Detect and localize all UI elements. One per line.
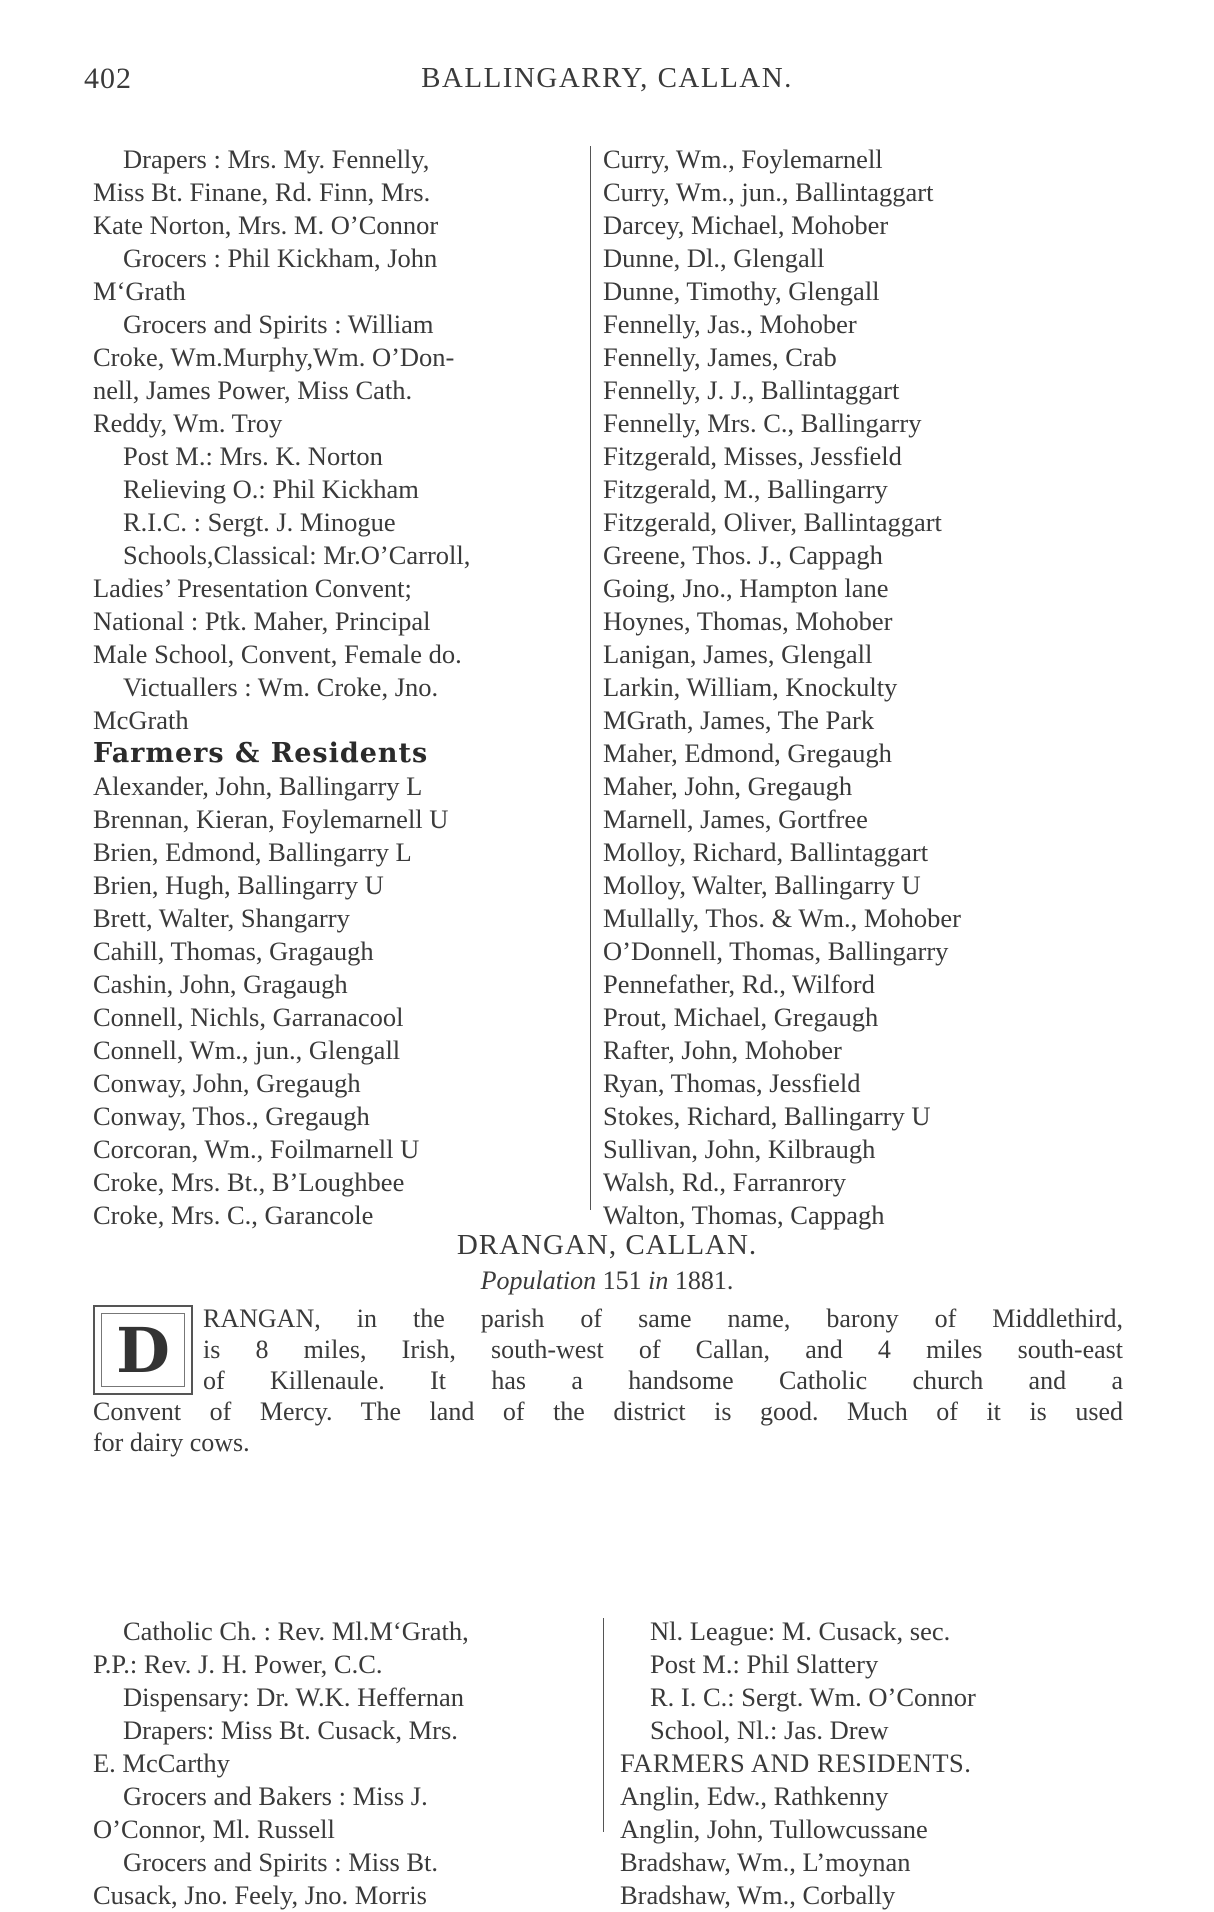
- directory-entry: Male School, Convent, Female do.: [93, 639, 462, 669]
- directory-entry: Miss Bt. Finane, Rd. Finn, Mrs.: [93, 177, 431, 207]
- ballingarry-right-column: [603, 143, 1123, 1232]
- farmer-entry: Dunne, Dl., Glengall: [603, 243, 825, 273]
- farmer-entry: Marnell, James, Gortfree: [603, 804, 868, 834]
- farmer-entry: Bradshaw, Wm., Corbally: [620, 1880, 896, 1910]
- directory-entry: Reddy, Wm. Troy: [93, 408, 283, 438]
- farmer-entry: Fennelly, J. J., Ballintaggart: [603, 375, 900, 405]
- directory-entry: Schools,Classical: Mr.O’Carroll,: [123, 540, 471, 570]
- farmer-entry: Larkin, William, Knockulty: [603, 672, 898, 702]
- drangan-section-title: DRANGAN, CALLAN.: [456, 1229, 758, 1261]
- directory-entry: Croke, Wm.Murphy,Wm. O’Don-: [93, 342, 455, 372]
- farmer-entry: Sullivan, John, Kilbraugh: [603, 1134, 876, 1164]
- directory-entry: McGrath: [93, 705, 189, 735]
- farmer-entry: Cashin, John, Gragaugh: [93, 969, 348, 999]
- farmer-entry: Mullally, Thos. & Wm., Mohober: [603, 903, 961, 933]
- page-header: [0, 62, 1214, 102]
- population-value: 151: [602, 1266, 642, 1295]
- directory-entry: Drapers : Mrs. My. Fennelly,: [123, 144, 430, 174]
- farmer-entry: Molloy, Richard, Ballintaggart: [603, 837, 929, 867]
- farmer-entry: Anglin, John, Tullowcussane: [620, 1814, 928, 1844]
- running-head: BALLINGARRY, CALLAN.: [421, 62, 793, 94]
- directory-entry: nell, James Power, Miss Cath.: [93, 375, 413, 405]
- farmer-entry: Alexander, John, Ballingarry L: [93, 771, 423, 801]
- population-year: 1881.: [674, 1266, 734, 1295]
- farmer-entry: Fennelly, James, Crab: [603, 342, 837, 372]
- intro-line: of Killenaule. It has a handsome Catholic church and a: [203, 1366, 1123, 1395]
- drop-cap-initial: [93, 1305, 193, 1395]
- drangan-left-column: [93, 1615, 593, 1912]
- farmer-entry: Brett, Walter, Shangarry: [93, 903, 350, 933]
- drop-cap-letter: D: [116, 1313, 170, 1387]
- farmer-entry: Going, Jno., Hampton lane: [603, 573, 889, 603]
- population-in: in: [648, 1266, 669, 1295]
- farmer-entry: Maher, John, Gregaugh: [603, 771, 853, 801]
- farmer-entry: Brien, Hugh, Ballingarry U: [93, 870, 384, 900]
- drangan-right-column: [620, 1615, 1140, 1912]
- directory-entry: R. I. C.: Sergt. Wm. O’Connor: [650, 1682, 976, 1712]
- farmer-entry: Maher, Edmond, Gregaugh: [603, 738, 892, 768]
- directory-entry: Kate Norton, Mrs. M. O’Connor: [93, 210, 439, 240]
- farmer-entry: Fennelly, Jas., Mohober: [603, 309, 857, 339]
- farmer-entry: Hoynes, Thomas, Mohober: [603, 606, 893, 636]
- directory-entry: Dispensary: Dr. W.K. Heffernan: [123, 1682, 464, 1712]
- directory-entry: Victuallers : Wm. Croke, Jno.: [123, 672, 439, 702]
- farmer-entry: Cahill, Thomas, Gragaugh: [93, 936, 374, 966]
- intro-line: Convent of Mercy. The land of the district is good. Much of it is used: [93, 1397, 1123, 1426]
- ballingarry-left-column: [93, 143, 583, 1232]
- directory-entry: Relieving O.: Phil Kickham: [123, 474, 419, 504]
- farmer-entry: Rafter, John, Mohober: [603, 1035, 842, 1065]
- directory-entry: O’Connor, Ml. Russell: [93, 1814, 335, 1844]
- farmer-entry: Lanigan, James, Glengall: [603, 639, 873, 669]
- farmer-entry: Curry, Wm., jun., Ballintaggart: [603, 177, 934, 207]
- farmer-entry: Brennan, Kieran, Foylemarnell U: [93, 804, 449, 834]
- drangan-intro-paragraph: [93, 1303, 1123, 1458]
- page-number: 402: [84, 62, 132, 95]
- farmer-entry: Fennelly, Mrs. C., Ballingarry: [603, 408, 922, 438]
- intro-line: for dairy cows.: [93, 1428, 250, 1457]
- farmer-entry: MGrath, James, The Park: [603, 705, 875, 735]
- directory-entry: E. McCarthy: [93, 1748, 230, 1778]
- directory-entry: R.I.C. : Sergt. J. Minogue: [123, 507, 396, 537]
- directory-entry: M‘Grath: [93, 276, 186, 306]
- farmer-entry: Connell, Nichls, Garranacool: [93, 1002, 404, 1032]
- directory-entry: Grocers and Spirits : Miss Bt.: [123, 1847, 439, 1877]
- farmer-entry: Conway, Thos., Gregaugh: [93, 1101, 370, 1131]
- farmers-residents-heading: FARMERS AND RESIDENTS.: [620, 1748, 972, 1778]
- directory-entry: National : Ptk. Maher, Principal: [93, 606, 431, 636]
- directory-entry: P.P.: Rev. J. H. Power, C.C.: [93, 1649, 383, 1679]
- column-divider: [590, 146, 591, 1210]
- farmer-entry: Ryan, Thomas, Jessfield: [603, 1068, 861, 1098]
- farmer-entry: Curry, Wm., Foylemarnell: [603, 144, 883, 174]
- farmer-entry: Greene, Thos. J., Cappagh: [603, 540, 883, 570]
- drangan-population: [0, 1266, 1214, 1296]
- farmer-entry: O’Donnell, Thomas, Ballingarry: [603, 936, 949, 966]
- directory-entry: Cusack, Jno. Feely, Jno. Morris: [93, 1880, 427, 1910]
- directory-entry: Catholic Ch. : Rev. Ml.M‘Grath,: [123, 1616, 469, 1646]
- farmer-entry: Anglin, Edw., Rathkenny: [620, 1781, 889, 1811]
- farmers-residents-heading: Farmers & Residents: [93, 738, 429, 769]
- farmer-entry: Dunne, Timothy, Glengall: [603, 276, 880, 306]
- directory-entry: School, Nl.: Jas. Drew: [650, 1715, 889, 1745]
- farmer-entry: Brien, Edmond, Ballingarry L: [93, 837, 412, 867]
- population-label: Population: [480, 1266, 597, 1295]
- farmer-entry: Walsh, Rd., Farranrory: [603, 1167, 846, 1197]
- farmer-entry: Bradshaw, Wm., L’moynan: [620, 1847, 911, 1877]
- farmer-entry: Croke, Mrs. C., Garancole: [93, 1200, 374, 1230]
- directory-entry: Ladies’ Presentation Convent;: [93, 573, 412, 603]
- directory-entry: Grocers and Bakers : Miss J.: [123, 1781, 428, 1811]
- farmer-entry: Prout, Michael, Gregaugh: [603, 1002, 879, 1032]
- farmer-entry: Fitzgerald, M., Ballingarry: [603, 474, 888, 504]
- intro-line: RANGAN, in the parish of same name, barony of Middlethird,: [203, 1304, 1123, 1333]
- farmer-entry: Croke, Mrs. Bt., B’Loughbee: [93, 1167, 405, 1197]
- farmer-entry: Corcoran, Wm., Foilmarnell U: [93, 1134, 420, 1164]
- directory-entry: Grocers and Spirits : William: [123, 309, 434, 339]
- column-divider: [603, 1618, 604, 1832]
- farmer-entry: Molloy, Walter, Ballingarry U: [603, 870, 921, 900]
- directory-entry: Post M.: Phil Slattery: [650, 1649, 879, 1679]
- farmer-entry: Darcey, Michael, Mohober: [603, 210, 889, 240]
- farmer-entry: Fitzgerald, Misses, Jessfield: [603, 441, 902, 471]
- farmer-entry: Fitzgerald, Oliver, Ballintaggart: [603, 507, 942, 537]
- farmer-entry: Connell, Wm., jun., Glengall: [93, 1035, 401, 1065]
- directory-entry: Nl. League: M. Cusack, sec.: [650, 1616, 951, 1646]
- directory-entry: Drapers: Miss Bt. Cusack, Mrs.: [123, 1715, 458, 1745]
- intro-line: is 8 miles, Irish, south-west of Callan, and 4 miles south-east: [203, 1335, 1123, 1364]
- farmer-entry: Pennefather, Rd., Wilford: [603, 969, 875, 999]
- directory-entry: Post M.: Mrs. K. Norton: [123, 441, 383, 471]
- farmer-entry: Conway, John, Gregaugh: [93, 1068, 361, 1098]
- directory-entry: Grocers : Phil Kickham, John: [123, 243, 438, 273]
- farmer-entry: Walton, Thomas, Cappagh: [603, 1200, 885, 1230]
- farmer-entry: Stokes, Richard, Ballingarry U: [603, 1101, 931, 1131]
